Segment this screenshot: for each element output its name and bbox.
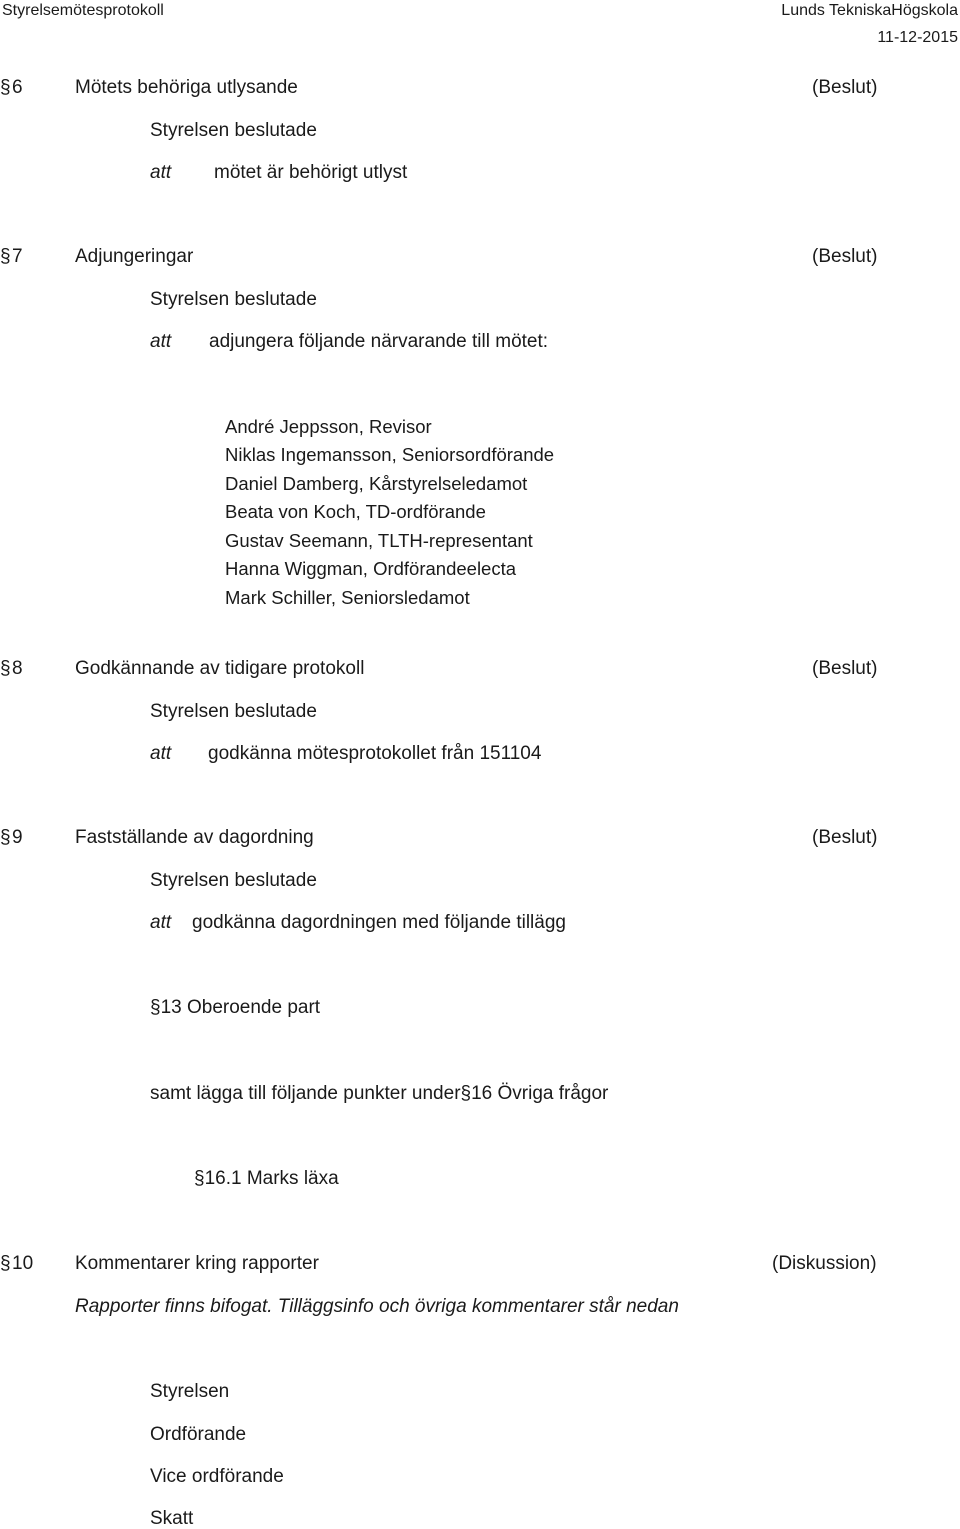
list-item: Gustav Seemann, TLTH-representant xyxy=(225,530,533,551)
header-date: 11-12-2015 xyxy=(877,29,958,46)
agenda-also: samt lägga till följande punkter under§16 Övriga frågor xyxy=(150,1083,609,1104)
att-label: att xyxy=(150,743,172,764)
att-label: att xyxy=(150,162,172,183)
list-item: Vice ordförande xyxy=(150,1466,284,1487)
list-item: Skatt xyxy=(150,1508,194,1529)
section-title: Mötets behöriga utlysande xyxy=(75,77,298,98)
decision-text: mötet är behörigt utlyst xyxy=(214,162,408,183)
section-type: (Beslut) xyxy=(812,246,878,267)
section-title: Fastställande av dagordning xyxy=(75,827,314,848)
list-item: André Jeppsson, Revisor xyxy=(225,416,432,437)
section-type: (Diskussion) xyxy=(772,1253,877,1274)
decision-label: Styrelsen beslutade xyxy=(150,289,317,310)
list-item: Hanna Wiggman, Ordförandeelecta xyxy=(225,558,517,579)
section-note: Rapporter finns bifogat. Tilläggsinfo och övriga kommentarer står nedan xyxy=(75,1296,679,1317)
section-title: Kommentarer kring rapporter xyxy=(75,1253,319,1274)
section-symbol: § xyxy=(0,827,11,848)
list-item: Ordförande xyxy=(150,1424,247,1445)
section-type: (Beslut) xyxy=(812,77,878,98)
att-label: att xyxy=(150,331,172,352)
decision-label: Styrelsen beslutade xyxy=(150,870,317,891)
header-right-institution: Lunds TekniskaHögskola xyxy=(781,2,958,19)
header-left-title: Styrelsemötesprotokoll xyxy=(2,2,164,19)
list-item: Niklas Ingemansson, Seniorsordförande xyxy=(225,444,555,465)
section-number: 8 xyxy=(12,658,23,679)
section-number: 9 xyxy=(12,827,23,848)
list-item: Mark Schiller, Seniorsledamot xyxy=(225,587,470,608)
section-symbol: § xyxy=(0,77,11,98)
list-item: Beata von Koch, TD-ordförande xyxy=(225,501,486,522)
section-type: (Beslut) xyxy=(812,827,878,848)
decision-label: Styrelsen beslutade xyxy=(150,701,317,722)
decision-text: godkänna mötesprotokollet från 151104 xyxy=(208,743,542,764)
att-label: att xyxy=(150,912,172,933)
decision-text: godkänna dagordningen med följande tillägg xyxy=(192,912,566,933)
section-number: 7 xyxy=(12,246,23,267)
section-number: 6 xyxy=(12,77,23,98)
list-item: Daniel Damberg, Kårstyrelseledamot xyxy=(225,473,528,494)
list-item: Styrelsen xyxy=(150,1381,230,1402)
section-title: Godkännande av tidigare protokoll xyxy=(75,658,365,679)
agenda-addition: §13 Oberoende part xyxy=(150,997,321,1018)
decision-text: adjungera följande närvarande till mötet: xyxy=(209,331,549,352)
section-symbol: § xyxy=(0,658,11,679)
section-type: (Beslut) xyxy=(812,658,878,679)
agenda-subpoint: §16.1 Marks läxa xyxy=(194,1168,339,1189)
section-symbol: § xyxy=(0,246,11,267)
section-number: 10 xyxy=(12,1253,34,1274)
section-title: Adjungeringar xyxy=(75,246,194,267)
decision-label: Styrelsen beslutade xyxy=(150,120,317,141)
section-symbol: § xyxy=(0,1253,11,1274)
